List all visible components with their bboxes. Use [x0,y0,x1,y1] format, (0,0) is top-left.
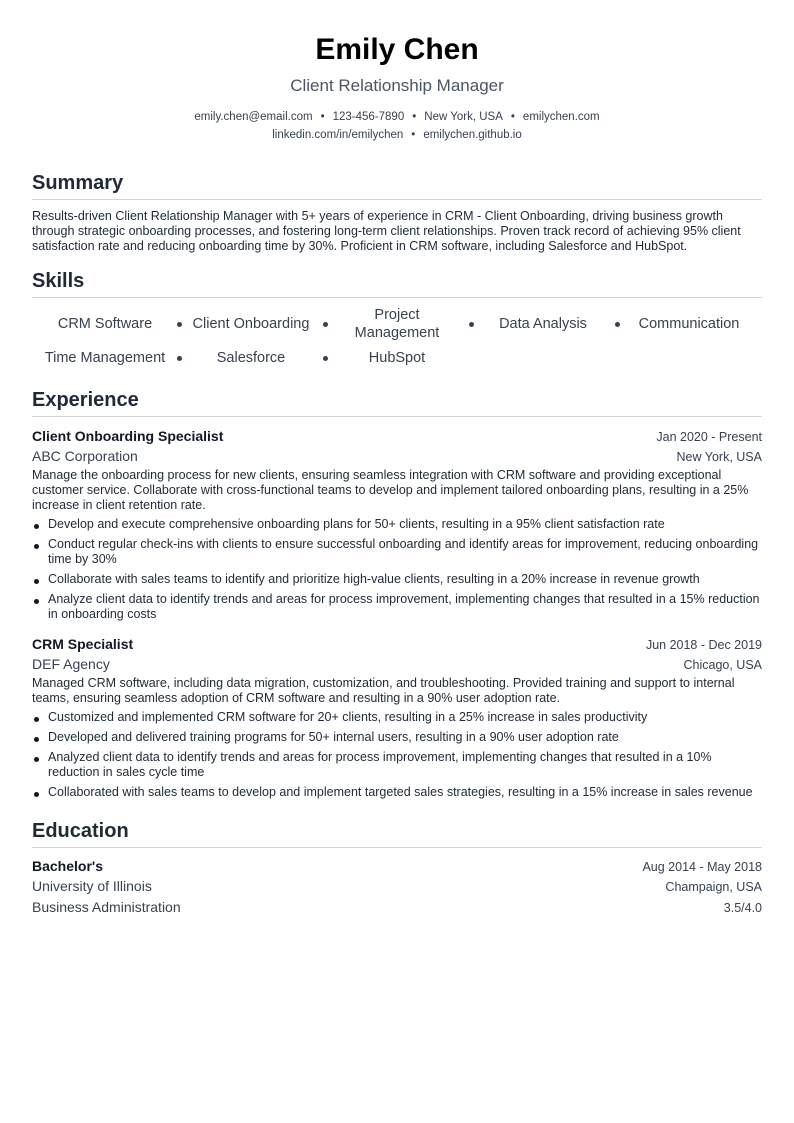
skill-label: CRM Software [57,316,153,332]
degree: Bachelor's [32,858,104,874]
section-heading-summary: Summary [32,170,762,200]
summary-text: Results-driven Client Relationship Manager with 5+ years of experience in CRM - Client Onboarding, driving business growth through strategic onboarding processes, and fostering long-term client relationships. Proven track record of achieving 95% client satisfaction rate and reducing onboarding time by 30%. Proficient in CRM software, including Salesforce and HubSpot. [32,209,741,253]
separator-dot: • [412,111,417,123]
job-description: Managed CRM software, including data migration, customization, and troubleshooting. Provided training and support to internal teams, ensuring seamless adoption of CRM software and resulting in a 90% user adoption rate. [32,676,735,705]
achievement-item: Develop and execute comprehensive onboarding plans for 50+ clients, resulting in a 95% client satisfaction rate [32,517,762,532]
skill-item [32,344,178,371]
school-location: Champaign, USA [665,880,762,894]
separator-dot: • [510,111,515,123]
skill-label: HubSpot [368,349,426,366]
github-link[interactable]: emilychen.github.io [423,129,522,141]
achievement-item: Collaborated with sales teams to develop and implement targeted sales strategies, resulting in a 15% increase in sales revenue [32,785,762,800]
skill-label: Time Management [44,349,166,366]
achievement-item: Customized and implemented CRM software for 20+ clients, resulting in a 25% increase in sales productivity [32,710,762,725]
job-location: Chicago, USA [683,658,762,672]
job-header-row [32,426,762,446]
skills-list [32,306,762,371]
company-name: DEF Agency [32,656,110,672]
section-heading-skills: Skills [32,268,762,298]
skills-section [32,268,762,371]
field-of-study: Business Administration [32,899,181,915]
education-section [32,818,762,918]
achievement-item: Analyzed client data to identify trends and areas for process improvement, implementing changes that resulted in a 10% reduction in sales cycle time [32,750,762,780]
achievement-item: Developed and delivered training programs for 50+ internal users, resulting in a 90% user adoption rate [32,730,762,745]
job-company-row [32,654,762,675]
job-dates: Jan 2020 - Present [656,430,762,444]
job-achievements [32,517,762,622]
job-title: Client Onboarding Specialist [32,428,224,444]
skill-item [324,344,470,371]
skill-label: Communication [638,316,740,332]
skill-label: Project Management [354,307,440,341]
skill-label: Client Onboarding [192,316,310,332]
candidate-name: Emily Chen [315,33,479,66]
job-entry [32,426,762,622]
skill-label: Data Analysis [499,316,587,332]
skill-item [178,306,324,342]
job-company-row [32,446,762,467]
skill-item [32,306,178,342]
skill-item [470,306,616,342]
skill-label: Salesforce [216,349,286,366]
experience-section [32,387,762,800]
section-heading-education: Education [32,818,762,848]
field-row [32,897,762,918]
contact-line-1 [32,108,762,126]
resume-page [32,30,762,918]
school-name: University of Illinois [32,878,152,894]
company-name: ABC Corporation [32,448,138,464]
achievement-item: Analyze client data to identify trends and areas for process improvement, implementing changes that resulted in a 15% reduction in onboarding costs [32,592,762,622]
separator-dot: • [411,129,416,141]
school-row [32,876,762,897]
email-link[interactable]: emily.chen@email.com [194,111,313,123]
candidate-title: Client Relationship Manager [290,76,504,95]
job-description: Manage the onboarding process for new clients, ensuring seamless integration with CRM software and providing exceptional customer service. Collaborate with cross-functional teams to develop and implement tailored onboarding plans, resulting in a 25% increase in client retention rate. [32,468,749,512]
phone-number: 123-456-7890 [332,111,405,123]
section-heading-experience: Experience [32,387,762,417]
linkedin-link[interactable]: linkedin.com/in/emilychen [272,129,404,141]
education-entry [32,856,762,918]
education-dates: Aug 2014 - May 2018 [642,860,762,874]
skill-item [178,344,324,371]
summary-section [32,170,762,254]
job-location: New York, USA [676,450,762,464]
degree-row [32,856,762,876]
location: New York, USA [424,111,503,123]
job-achievements [32,710,762,800]
job-header-row [32,634,762,654]
website-link[interactable]: emilychen.com [522,111,600,123]
gpa: 3.5/4.0 [723,901,762,915]
contact-line-2 [32,126,762,144]
achievement-item: Collaborate with sales teams to identify and prioritize high-value clients, resulting in a 20% increase in revenue growth [32,572,762,587]
separator-dot: • [320,111,325,123]
job-dates: Jun 2018 - Dec 2019 [645,638,762,652]
achievement-item: Conduct regular check-ins with clients to ensure successful onboarding and identify areas for improvement, reducing onboarding time by 30% [32,537,762,567]
job-entry [32,634,762,800]
skill-item [324,306,470,342]
contact-info [32,108,762,144]
skill-item [616,306,762,342]
job-title: CRM Specialist [32,636,134,652]
